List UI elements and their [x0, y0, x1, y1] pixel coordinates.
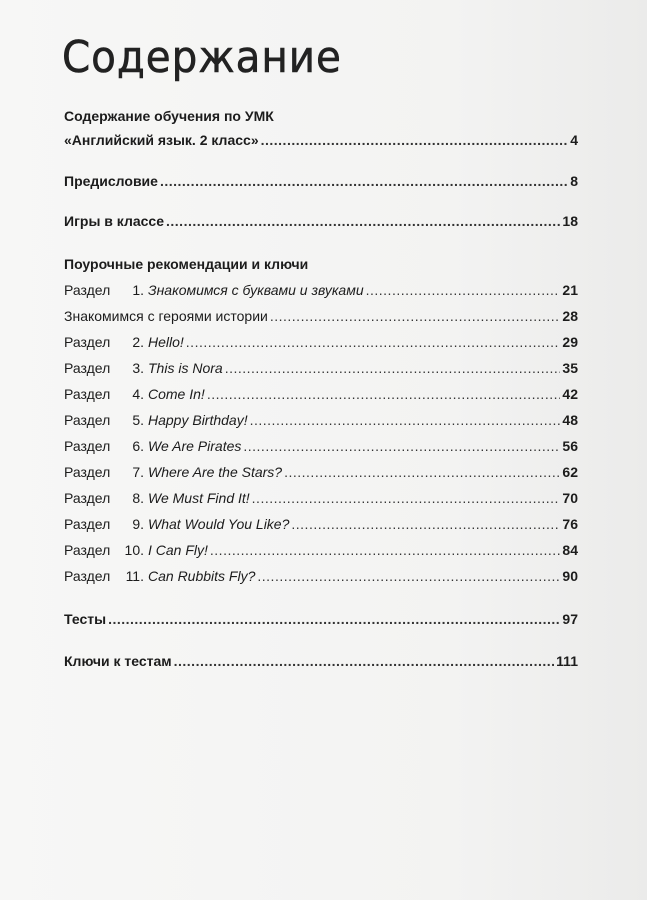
- page-number: 84: [562, 542, 578, 558]
- unit-word: Раздел: [64, 438, 111, 454]
- unit-title: I Can Fly!: [148, 542, 208, 558]
- page-number: 111: [556, 653, 578, 669]
- toc-row-unit-1[interactable]: [64, 282, 578, 298]
- toc-row-unit-7[interactable]: [64, 464, 578, 480]
- page-number: 56: [562, 438, 578, 454]
- toc-row-unit-6[interactable]: [64, 438, 578, 454]
- unit-number: 8.: [132, 490, 144, 506]
- leader-dots: [186, 334, 561, 350]
- unit-number: 7.: [132, 464, 144, 480]
- leader-dots: [108, 611, 560, 627]
- page-number: 18: [562, 213, 578, 229]
- toc-row-meet-heroes[interactable]: [64, 308, 578, 324]
- toc-row-umk[interactable]: [64, 132, 578, 148]
- toc-label: Игры в классе: [64, 213, 165, 229]
- toc-row-unit-10[interactable]: [64, 542, 578, 558]
- unit-word: Раздел: [64, 386, 111, 402]
- leader-dots: [166, 213, 560, 229]
- unit-number: 9.: [132, 516, 144, 532]
- leader-dots: [284, 464, 560, 480]
- unit-word: Раздел: [64, 542, 111, 558]
- toc-row-unit-3[interactable]: [64, 360, 578, 376]
- unit-title: This is Nora: [148, 360, 223, 376]
- toc-lessons-heading: Поурочные рекомендации и ключи: [64, 256, 309, 272]
- unit-number: 3.: [132, 360, 144, 376]
- unit-word: Раздел: [64, 360, 111, 376]
- toc-row-keys[interactable]: [64, 653, 578, 669]
- unit-number: 11.: [125, 568, 144, 584]
- unit-title: Come In!: [148, 386, 205, 402]
- page-title: Содержание: [62, 32, 342, 83]
- leader-dots: [270, 308, 561, 324]
- unit-title: Happy Birthday!: [148, 412, 248, 428]
- unit-number: 1.: [132, 282, 144, 298]
- unit-number: 6.: [132, 438, 144, 454]
- unit-title: What Would You Like?: [148, 516, 290, 532]
- toc-label: Знакомимся с героями истории: [64, 308, 268, 324]
- unit-title: Can Rubbits Fly?: [148, 568, 256, 584]
- unit-word: Раздел: [64, 568, 111, 584]
- page-number: 42: [562, 386, 578, 402]
- leader-dots: [243, 438, 560, 454]
- leader-dots: [291, 516, 560, 532]
- leader-dots: [257, 568, 560, 584]
- page-number: 62: [562, 464, 578, 480]
- page-number: 29: [562, 334, 578, 350]
- page-number: 97: [562, 611, 578, 627]
- unit-title: Знакомимся с буквами и звуками: [148, 282, 364, 298]
- bleed-through-shadow: [330, 45, 630, 105]
- page-number: 76: [562, 516, 578, 532]
- toc-row-unit-2[interactable]: [64, 334, 578, 350]
- unit-title: Where Are the Stars?: [148, 464, 283, 480]
- unit-number: 2.: [132, 334, 144, 350]
- leader-dots: [174, 653, 555, 669]
- unit-number: 5.: [132, 412, 144, 428]
- unit-word: Раздел: [64, 464, 111, 480]
- toc-row-preface[interactable]: [64, 173, 578, 189]
- page-number: 8: [570, 173, 578, 189]
- leader-dots: [250, 412, 561, 428]
- leader-dots: [225, 360, 561, 376]
- unit-word: Раздел: [64, 490, 111, 506]
- page-number: 4: [570, 132, 578, 148]
- unit-number: 4.: [132, 386, 144, 402]
- toc-row-tests[interactable]: [64, 611, 578, 627]
- leader-dots: [210, 542, 561, 558]
- unit-title: We Are Pirates: [148, 438, 242, 454]
- unit-number: 10.: [124, 542, 144, 558]
- unit-word: Раздел: [64, 282, 111, 298]
- unit-title: Hello!: [148, 334, 184, 350]
- toc-label: «Английский язык. 2 класс»: [64, 132, 259, 148]
- leader-dots: [160, 173, 568, 189]
- toc-umk-line1: Содержание обучения по УМК: [64, 108, 274, 124]
- toc-label: Тесты: [64, 611, 107, 627]
- unit-title: We Must Find It!: [148, 490, 250, 506]
- page-number: 21: [562, 282, 578, 298]
- leader-dots: [366, 282, 561, 298]
- page-number: 28: [562, 308, 578, 324]
- unit-word: Раздел: [64, 412, 111, 428]
- toc-row-unit-11[interactable]: [64, 568, 578, 584]
- leader-dots: [207, 386, 561, 402]
- page-number: 70: [562, 490, 578, 506]
- leader-dots: [261, 132, 569, 148]
- leader-dots: [252, 490, 561, 506]
- toc-label: Ключи к тестам: [64, 653, 172, 669]
- unit-word: Раздел: [64, 334, 111, 350]
- unit-word: Раздел: [64, 516, 111, 532]
- toc-row-unit-8[interactable]: [64, 490, 578, 506]
- page-number: 48: [562, 412, 578, 428]
- page-number: 90: [562, 568, 578, 584]
- toc-row-unit-5[interactable]: [64, 412, 578, 428]
- toc-label: Предисловие: [64, 173, 158, 189]
- toc-row-unit-9[interactable]: [64, 516, 578, 532]
- page-number: 35: [562, 360, 578, 376]
- toc-row-unit-4[interactable]: [64, 386, 578, 402]
- toc-row-games[interactable]: [64, 213, 578, 229]
